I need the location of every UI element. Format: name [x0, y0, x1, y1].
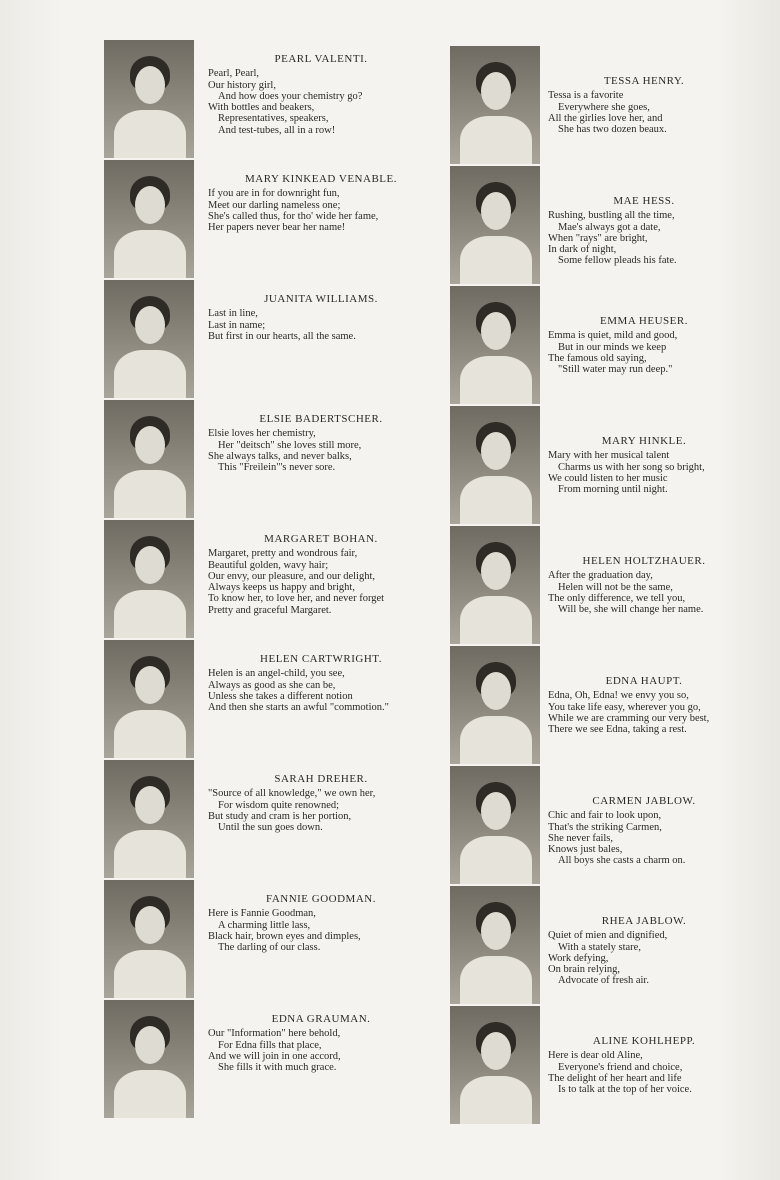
verse-line: "Source of all knowledge," we own her,: [208, 788, 376, 800]
verse-line: But in our minds we keep: [558, 341, 667, 353]
student-entry: [450, 406, 750, 526]
student-entry: [450, 886, 750, 1006]
verse-line: Beautiful golden, wavy hair;: [208, 559, 329, 571]
student-caption: [548, 436, 750, 495]
verse-line: And how does your chemistry go?: [218, 90, 363, 102]
student-entry: [450, 646, 750, 766]
verse-line: Our envy, our pleasure, and our delight,: [208, 570, 375, 582]
verse-line: There we see Edna, taking a rest.: [548, 724, 687, 736]
verse-line: Knows just bales,: [548, 844, 623, 856]
student-name: CARMEN JABLOW.: [592, 795, 696, 807]
verse-line: All boys she casts a charm on.: [558, 855, 686, 867]
verse-line: Helen is an angel-child, you see,: [208, 668, 345, 680]
verse-line: Mary with her musical talent: [548, 450, 670, 462]
student-entry: [450, 766, 750, 886]
verse-line: On brain relying,: [548, 964, 621, 976]
student-caption: [208, 654, 444, 713]
student-name: RHEA JABLOW.: [601, 915, 687, 927]
verse-line: Here is Fannie Goodman,: [208, 908, 316, 920]
verse-line: She fills it with much grace.: [218, 1062, 337, 1074]
verse-line: The delight of her heart and life: [548, 1072, 682, 1084]
verse-line: Chic and fair to look upon,: [548, 810, 662, 822]
verse-line: Elsie loves her chemistry,: [208, 428, 316, 440]
student-portrait: [450, 766, 540, 884]
verse-line: Helen will not be the same,: [558, 581, 673, 593]
verse-line: With bottles and beakers,: [208, 102, 315, 114]
student-caption: [208, 894, 444, 953]
student-caption: [208, 774, 444, 833]
student-portrait: [104, 520, 194, 638]
student-entry: [104, 640, 444, 760]
student-name: MARGARET BOHAN.: [264, 533, 378, 545]
student-portrait: [104, 1000, 194, 1118]
student-caption: [548, 1036, 750, 1095]
student-portrait: [450, 286, 540, 404]
verse-line: Tessa is a favorite: [548, 90, 624, 102]
student-caption: [208, 1014, 444, 1073]
student-caption: [208, 174, 444, 233]
student-portrait: [450, 406, 540, 524]
verse-line: The darling of our class.: [218, 942, 321, 954]
verse-line: Always keeps us happy and bright,: [208, 582, 355, 594]
verse-line: But first in our hearts, all the same.: [208, 330, 356, 342]
student-portrait: [450, 1006, 540, 1124]
verse-line: We could listen to her music: [548, 472, 668, 484]
student-entry: [450, 286, 750, 406]
student-entry: [104, 160, 444, 280]
student-name: FANNIE GOODMAN.: [266, 893, 376, 905]
student-entry: [450, 46, 750, 166]
student-entry: [104, 1000, 444, 1120]
student-portrait: [104, 40, 194, 158]
verse-line: This "Freilein"'s never sore.: [218, 462, 336, 474]
verse-line: The only difference, we tell you,: [548, 592, 686, 604]
student-portrait: [104, 760, 194, 878]
student-name: HELEN HOLTZHAUER.: [582, 555, 706, 567]
verse-line: The famous old saying,: [548, 352, 647, 364]
right-column: [450, 46, 750, 1126]
verse-line: To know her, to love her, and never forget: [208, 593, 385, 605]
student-portrait: [104, 400, 194, 518]
student-caption: [548, 76, 750, 135]
verse-line: She has two dozen beaux.: [558, 124, 667, 136]
student-portrait: [450, 46, 540, 164]
student-caption: [548, 316, 750, 375]
verse-line: Rushing, bustling all the time,: [548, 210, 675, 222]
student-name: PEARL VALENTI.: [274, 53, 368, 65]
verse-line: She never fails,: [548, 832, 614, 844]
verse-line: Pretty and graceful Margaret.: [208, 604, 332, 616]
student-entry: [450, 526, 750, 646]
student-caption: [548, 796, 750, 867]
student-entry: [104, 40, 444, 160]
verse-line: From morning until night.: [558, 484, 668, 496]
verse-line: Margaret, pretty and wondrous fair,: [208, 548, 358, 560]
student-name: HELEN CARTWRIGHT.: [260, 653, 382, 665]
student-caption: [548, 196, 750, 267]
student-caption: [208, 54, 444, 136]
verse-line: Black hair, brown eyes and dimples,: [208, 930, 361, 942]
student-caption: [548, 676, 750, 735]
student-entry: [104, 520, 444, 640]
student-name: EMMA HEUSER.: [600, 315, 688, 327]
verse-line: Our history girl,: [208, 79, 276, 91]
verse-line: Some fellow pleads his fate.: [558, 255, 677, 267]
student-name: ELSIE BADERTSCHER.: [259, 413, 383, 425]
student-caption: [208, 534, 444, 616]
student-caption: [548, 556, 750, 615]
verse-line: But study and cram is her portion,: [208, 810, 352, 822]
verse-line: Unless she takes a different notion: [208, 690, 353, 702]
verse-line: While we are cramming our very best,: [548, 712, 710, 724]
student-entry: [450, 1006, 750, 1126]
verse-line: Here is dear old Aline,: [548, 1050, 643, 1062]
verse-line: After the graduation day,: [548, 570, 653, 582]
verse-line: Charms us with her song so bright,: [558, 461, 705, 473]
student-name: EDNA GRAUMAN.: [271, 1013, 371, 1025]
verse-line: She always talks, and never balks,: [208, 450, 352, 462]
verse-line: Her papers never bear her name!: [208, 222, 346, 234]
verse-line: Meet our darling nameless one;: [208, 199, 341, 211]
student-portrait: [104, 880, 194, 998]
student-portrait: [450, 526, 540, 644]
student-entry: [104, 760, 444, 880]
student-entry: [104, 280, 444, 400]
student-caption: [208, 294, 444, 342]
verse-line: Is to talk at the top of her voice.: [558, 1084, 692, 1096]
verse-line: All the girlies love her, and: [548, 112, 663, 124]
verse-line: "Still water may run deep.": [558, 364, 673, 376]
verse-line: Always as good as she can be,: [208, 679, 336, 691]
student-portrait: [104, 160, 194, 278]
student-portrait: [450, 166, 540, 284]
verse-line: Everywhere she goes,: [558, 101, 650, 113]
student-name: MARY HINKLE.: [601, 435, 687, 447]
student-entry: [450, 166, 750, 286]
student-name: TESSA HENRY.: [603, 75, 685, 87]
student-name: JUANITA WILLIAMS.: [264, 293, 378, 305]
student-caption: [548, 916, 750, 987]
verse-line: And we will join in one accord,: [208, 1050, 341, 1062]
verse-line: For wisdom quite renowned;: [218, 799, 340, 811]
verse-line: Emma is quiet, mild and good,: [548, 330, 678, 342]
student-portrait: [450, 646, 540, 764]
verse-line: And then she starts an awful "commotion.": [208, 702, 389, 714]
verse-line: Her "deitsch" she loves still more,: [218, 439, 362, 451]
verse-line: In dark of night,: [548, 244, 617, 256]
verse-line: Everyone's friend and choice,: [558, 1061, 683, 1073]
verse-line: She's called thus, for tho' wide her fame,: [208, 210, 379, 222]
verse-line: Our "Information" here behold,: [208, 1028, 341, 1040]
verse-line: Mae's always got a date,: [558, 221, 661, 233]
student-portrait: [104, 640, 194, 758]
verse-line: With a stately stare,: [558, 941, 641, 953]
student-name: MAE HESS.: [613, 195, 675, 207]
student-name: EDNA HAUPT.: [605, 675, 683, 687]
verse-line: Advocate of fresh air.: [558, 975, 649, 987]
verse-line: A charming little lass,: [218, 919, 311, 931]
verse-line: Work defying,: [548, 952, 609, 964]
student-name: MARY KINKEAD VENABLE.: [245, 173, 397, 185]
verse-line: Quiet of mien and dignified,: [548, 930, 668, 942]
verse-line: That's the striking Carmen,: [548, 821, 662, 833]
verse-line: Will be, she will change her name.: [558, 604, 704, 616]
student-portrait: [104, 280, 194, 398]
student-caption: [208, 414, 444, 473]
student-portrait: [450, 886, 540, 1004]
student-name: SARAH DREHER.: [274, 773, 368, 785]
verse-line: Representatives, speakers,: [218, 113, 329, 125]
student-entry: [104, 880, 444, 1000]
verse-line: When "rays" are bright,: [548, 232, 648, 244]
verse-line: Last in name;: [208, 319, 266, 331]
verse-line: And test-tubes, all in a row!: [218, 124, 336, 136]
verse-line: Until the sun goes down.: [218, 822, 323, 834]
verse-line: Pearl, Pearl,: [208, 68, 260, 80]
student-entry: [104, 400, 444, 520]
verse-line: For Edna fills that place,: [218, 1039, 322, 1051]
verse-line: You take life easy, wherever you go,: [548, 701, 701, 713]
left-column: [104, 40, 444, 1120]
verse-line: If you are in for downright fun,: [208, 188, 340, 200]
verse-line: Last in line,: [208, 308, 258, 320]
verse-line: Edna, Oh, Edna! we envy you so,: [548, 690, 689, 702]
student-name: ALINE KOHLHEPP.: [592, 1035, 696, 1047]
